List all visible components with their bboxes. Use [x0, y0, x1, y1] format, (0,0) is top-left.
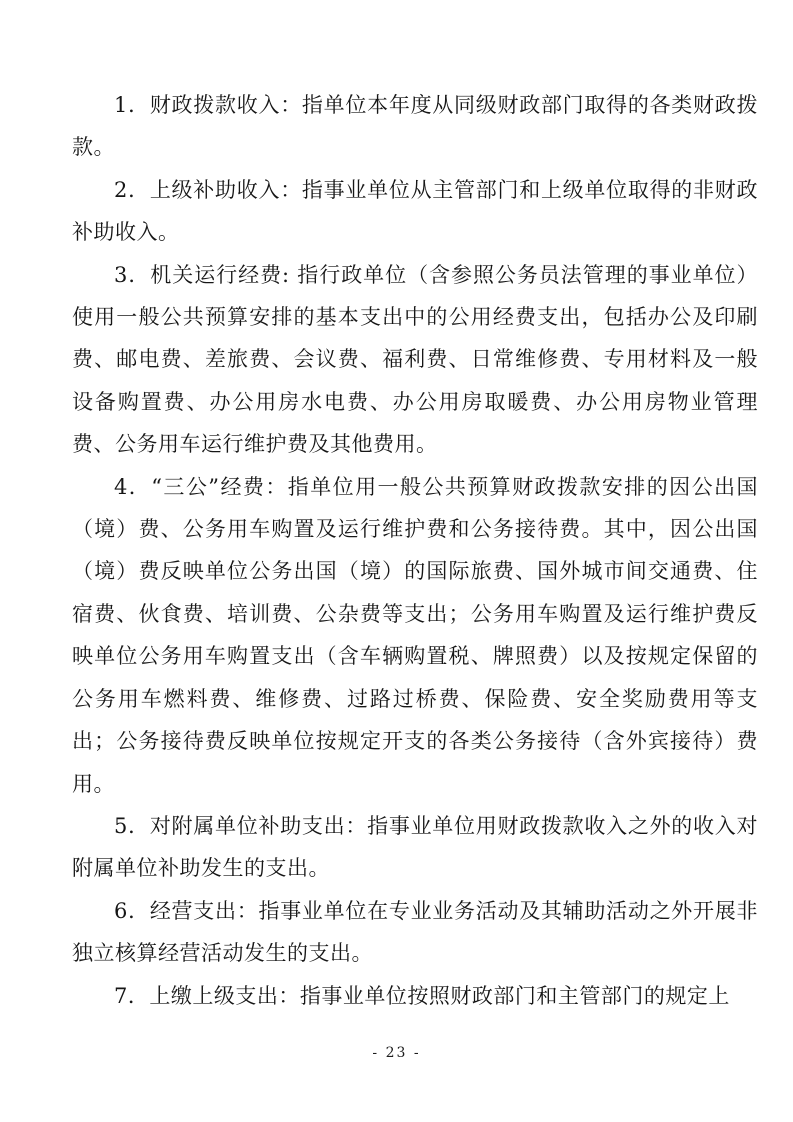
document-body [72, 84, 758, 1017]
paragraph: 3．机关运行经费: 指行政单位（含参照公务员法管理的事业单位）使用一般公共预算安排的基本支出中的公用经费支出，包括办公及印刷费、邮电费、差旅费、会议费、福利费、日常维修费、专用材料及一般设备购置费、办公用房水电费、办公用房取暖费、办公用房物业管理费、公务用车运行维护费及其他费用。 [72, 262, 758, 457]
paragraph: 2．上级补助收入：指事业单位从主管部门和上级单位取得的非财政补助收入。 [72, 177, 758, 245]
paragraph: 1．财政拨款收入：指单位本年度从同级财政部门取得的各类财政拨款。 [72, 93, 758, 160]
page-number: - 23 - [372, 1045, 421, 1061]
paragraph: 6．经营支出：指事业单位在专业业务活动及其辅助活动之外开展非独立核算经营活动发生的支出。 [72, 898, 758, 966]
paragraph: 4．“三公”经费：指单位用一般公共预算财政拨款安排的因公出国（境）费、公务用车购置及运行维护费和公务接待费。其中，因公出国（境）费反映单位公务出国（境）的国际旅费、国外城市间交通费、住宿费、伙食费、培训费、公杂费等支出；公务用车购置及运行维护费反映单位公务用车购置支出（含车辆购置税、牌照费）以及按规定保留的公务用车燃料费、维修费、过路过桥费、保险费、安全奖励费用等支出；公务接待费反映单位按规定开支的各类公务接待（含外宾接待）费用。 [72, 474, 758, 796]
paragraph: 7．上缴上级支出：指事业单位按照财政部门和主管部门的规定上 [114, 983, 730, 1008]
paragraph: 5．对附属单位补助支出：指事业单位用财政拨款收入之外的收入对附属单位补助发生的支出。 [72, 813, 758, 881]
page-footer [0, 1044, 793, 1062]
